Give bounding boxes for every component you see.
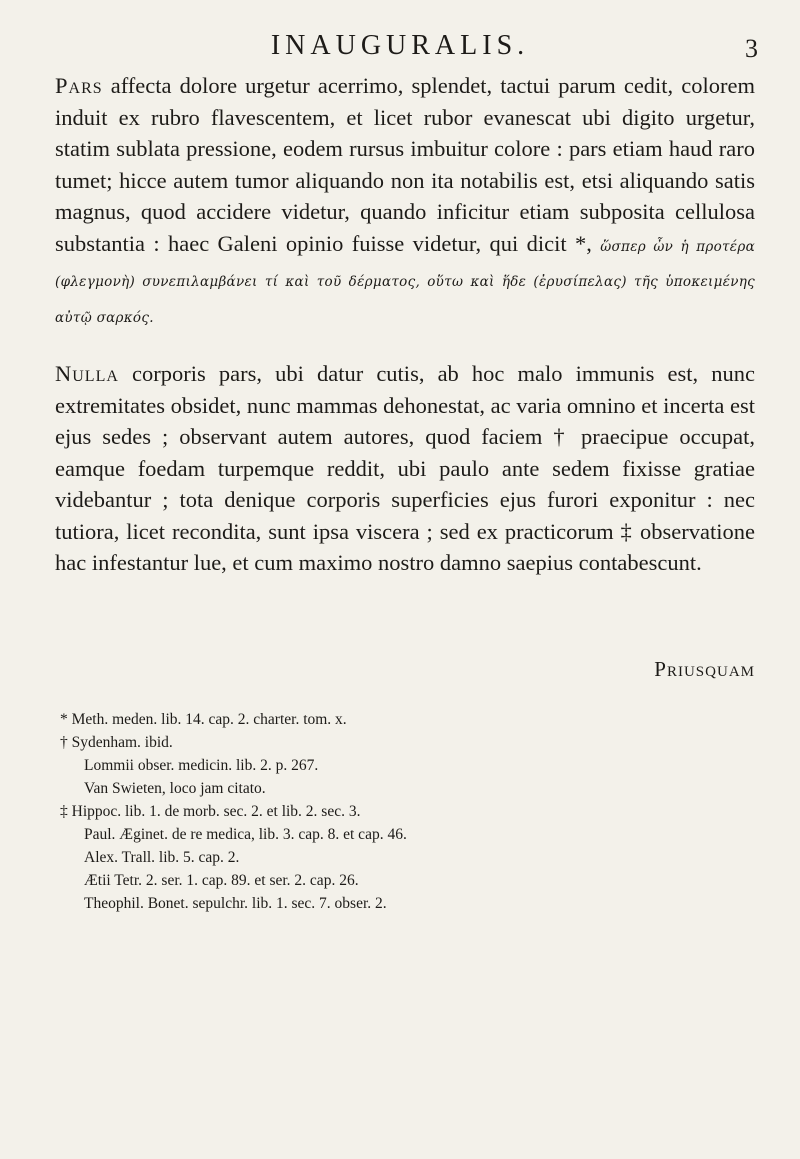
running-head: INAUGURALIS. xyxy=(270,30,530,61)
paragraph-1-text: affecta dolore urgetur acerrimo, splendet, tactui parum cedit, colorem induit ex rubro flavescentem, et licet rubor evanescat ubi digito urgetur, statim sublata pressione, eodem rursus imbuitur colore : pars etiam haud raro tumet; hicce autem tumor aliquando non ita notabilis est, etsi aliquando satis magnus, quod accidere videtur, quando inficitur etiam subposita cellulosa substantia : haec Galeni opinio fuisse videtur, qui dicit *, xyxy=(55,73,755,256)
body-text xyxy=(55,70,755,579)
footnote: Lommii obser. medicin. lib. 2. p. 267. xyxy=(84,757,319,774)
footnote: ‡ Hippoc. lib. 1. de morb. sec. 2. et lib. 2. sec. 3. xyxy=(60,803,361,820)
paragraph-1 xyxy=(55,70,755,334)
footnote: Van Swieten, loco jam citato. xyxy=(84,780,266,797)
page-number: 3 xyxy=(745,34,758,63)
footnote: Paul. Æginet. de re medica, lib. 3. cap. 8. et cap. 46. xyxy=(84,826,407,843)
greek-quotation: ὥσπερ ὦν ἡ προτέρα (φλεγμονὴ) συνεπιλαμβάνει τί καὶ τοῦ δέρματος, οὕτω καὶ ἥδε (ἐρυσίπελας) τῆς ὑποκειμένης αὐτῷ σαρκός. xyxy=(55,238,755,326)
footnote: Ætii Tetr. 2. ser. 1. cap. 89. et ser. 2. cap. 26. xyxy=(84,872,359,889)
footnote: Alex. Trall. lib. 5. cap. 2. xyxy=(84,849,240,866)
footnote: † Sydenham. ibid. xyxy=(60,734,173,751)
paragraph-2-text: corporis pars, ubi datur cutis, ab hoc malo immunis est, nunc extremitates obsidet, nunc mammas dehonestat, ac varia omnino et incerta est ejus sedes ; observant autem autores, quod faciem † praecipue occupat, eamque foedam turpemque reddit, ubi paulo ante sedem fixisse gratiae videbantur ; tota denique corporis superficies ejus furori exponitur : nec tutiora, licet recondita, sunt ipsa viscera ; sed ex practicorum ‡ observatione hac infestantur lue, et cum maximo nostro damno saepius contabescunt. xyxy=(55,361,755,575)
footnote: * Meth. meden. lib. 14. cap. 2. charter. tom. x. xyxy=(60,711,347,728)
paragraph-2-lead: Nulla xyxy=(55,361,119,386)
footnote: Theophil. Bonet. sepulchr. lib. 1. sec. 7. obser. 2. xyxy=(84,895,387,912)
paragraph-1-lead: Pars xyxy=(55,73,103,98)
paragraph-2 xyxy=(55,358,755,579)
footnotes xyxy=(60,708,750,915)
catchword: Priusquam xyxy=(654,657,755,681)
